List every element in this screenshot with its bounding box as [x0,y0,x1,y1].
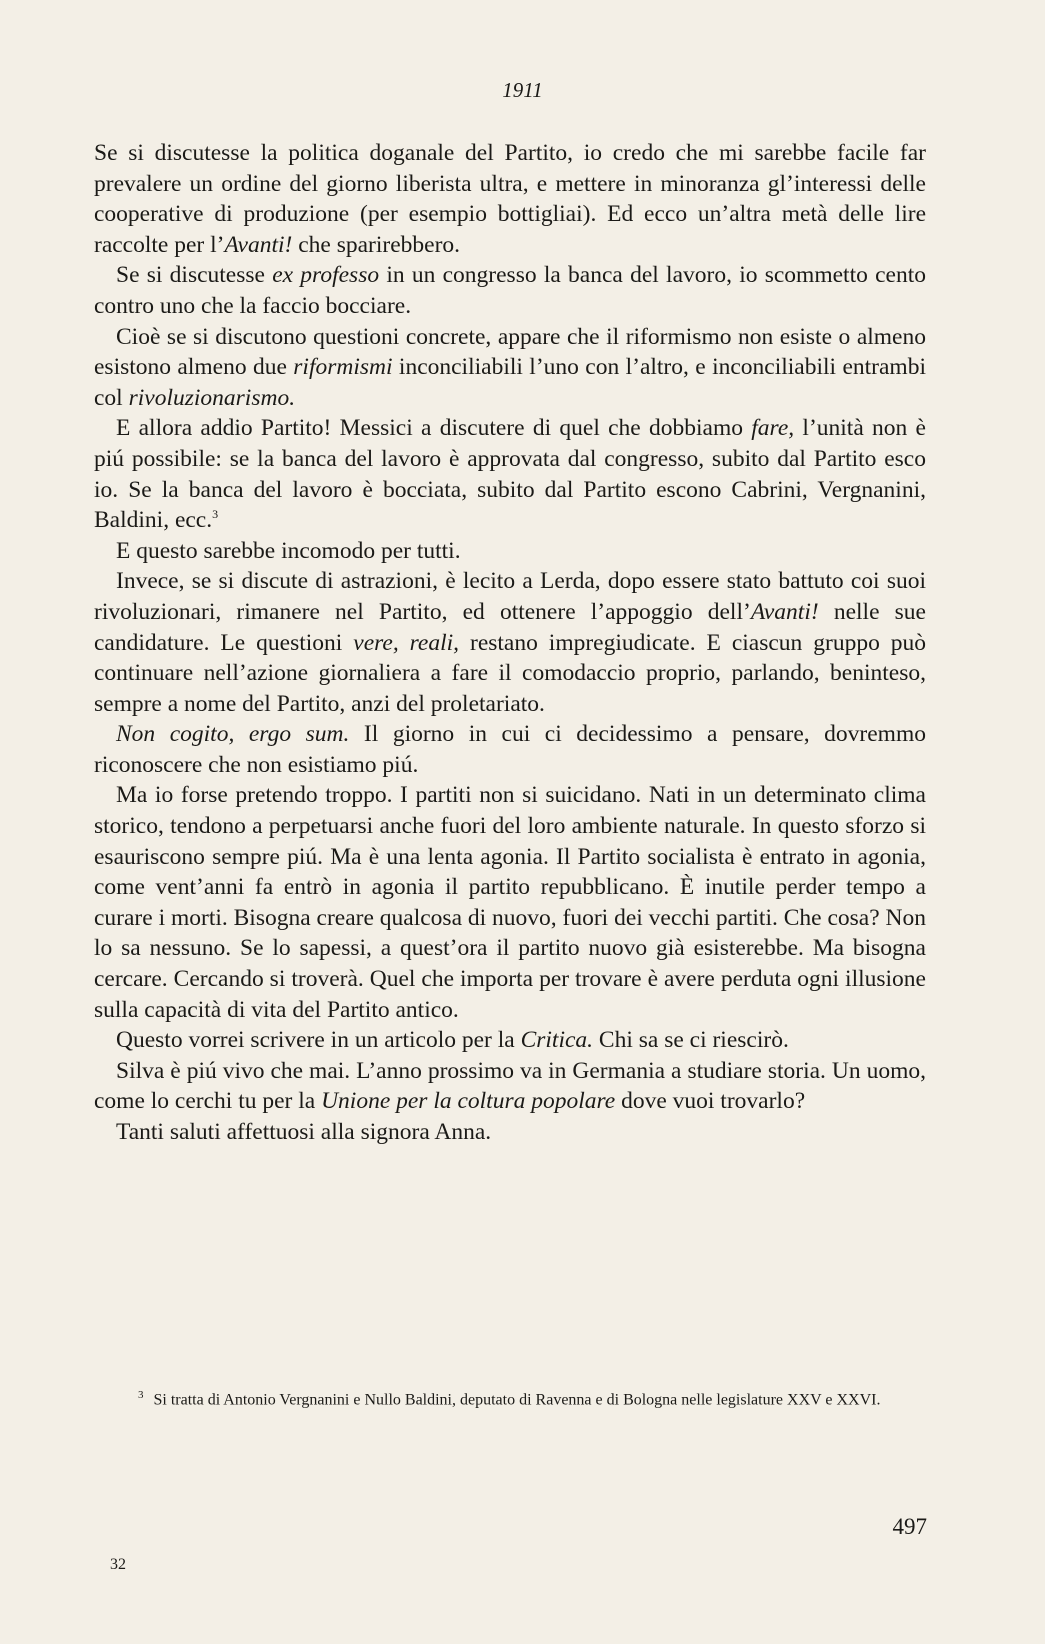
text-span: l’unità non è piú possibile: se la banca del lavoro è approvata dal congresso, subito dal Partito esco io. Se la banca del lavoro è bocciata, subito dal Partito escono Cabrini, Vergnanini, Baldini, ecc. [94,415,926,534]
journal-title: Critica. [520,1027,594,1054]
text-span: dove vuoi trovarlo? [615,1088,806,1115]
text-span: Questo vorrei scrivere in un articolo per la [116,1027,521,1054]
paragraph-7 [94,719,926,780]
paragraph-5 [94,536,926,567]
paragraph-10 [94,1056,926,1117]
footnote [94,1386,926,1409]
text-span: E questo sarebbe incomodo per tutti. [116,537,461,564]
text-span: Silva è piú vivo che mai. L’anno prossimo va in Germania a studiare storia. Un uomo, come lo cerchi tu per la [94,1057,926,1115]
emphasis: fare, [751,415,795,442]
paragraph-6 [94,566,926,719]
latin-phrase: Non cogito, ergo sum. [116,721,350,748]
letter-body [94,138,926,1148]
latin-phrase: ex professo [272,262,380,289]
paragraph-1 [94,138,926,260]
text-span: Se si discutesse [116,262,273,289]
text-span: inconciliabili l’uno con l’altro, e inconciliabili entrambi col [94,354,926,411]
text-span: Invece, se si discute di astrazioni, è lecito a Lerda, dopo essere stato battuto coi suoi rivoluzionari, rimanere nel Partito, ed ottenere l’appoggio dell’ [94,568,926,625]
organization-title: Unione per la coltura popolare [321,1088,616,1115]
text-span: Cioè se si discutono questioni concrete, appare che il riformismo non esiste o almeno esistono almeno due [94,323,926,381]
text-span: Il giorno in cui ci decidessimo a pensare, dovremmo riconoscere che non esistiamo piú. [94,721,926,778]
running-head-year: 1911 [502,78,543,102]
footnote-reference: 3 [212,507,219,522]
text-span: Ma io forse pretendo troppo. I partiti non si suicidano. Nati in un determinato clima storico, tendono a perpetuarsi anche fuori del loro ambiente naturale. In questo sforzo si esauriscono sempre piú. Ma è una lenta agonia. Il Partito socialista è entrato in agonia, come vent’anni fa entrò in agonia il partito repubblicano. È inutile perder tempo a curare i morti. Bisogna creare qualcosa di nuovo, fuori dei vecchi partiti. Che cosa? Non lo sa nessuno. Se lo sapessi, a quest’ora il partito nuovo già esisterebbe. Ma bisogna cercare. Cercando si troverà. Quel che importa per trovare è avere perduta ogni illusione sulla capacità di vita del Partito antico. [94,782,927,1023]
text-span: Tanti saluti affettuosi alla signora Anna. [116,1119,492,1145]
footnote-mark: 3 [138,1389,144,1401]
emphasis: rivoluzionarismo. [128,384,296,411]
paragraph-9 [94,1025,926,1056]
paragraph-3 [94,322,926,414]
page-number: 497 [892,1514,927,1539]
newspaper-title: Avanti! [750,598,819,625]
text-span: Se si discutesse la politica doganale del Partito, io credo che mi sarebbe facile far prevalere un ordine del giorno liberista ultra, e mettere in minoranza gl’interessi delle cooperative di produzione (per esempio bottigliai). Ed ecco un’altra metà delle lire raccolte per l’ [94,140,926,258]
paragraph-4 [94,413,926,535]
emphasis: vere, reali, [353,629,460,656]
text-span: che sparirebbero. [292,231,461,258]
signature-mark: 32 [110,1556,126,1573]
text-span: nelle sue candidature. Le questioni [94,598,926,656]
paragraph-2 [94,260,926,321]
footnote-text: Si tratta di Antonio Vergnanini e Nullo Baldini, deputato di Ravenna e di Bologna nelle legislature XXV e XXVI. [153,1391,881,1409]
paragraph-11 [94,1117,926,1148]
paragraph-8 [94,780,926,1025]
text-span: Chi sa se ci riescirò. [593,1027,789,1054]
text-span: E allora addio Partito! Messici a discutere di quel che dobbiamo [116,415,752,442]
newspaper-title: Avanti! [224,231,293,258]
text-span: in un congresso la banca del lavoro, io scommetto cento contro uno che la faccio bocciare. [94,262,926,319]
emphasis: riformismi [293,354,393,381]
text-span: restano impregiudicate. E ciascun gruppo può continuare nell’azione giornaliera a fare il comodaccio proprio, parlando, beninteso, sempre a nome del Partito, anzi del proletariato. [94,629,927,717]
